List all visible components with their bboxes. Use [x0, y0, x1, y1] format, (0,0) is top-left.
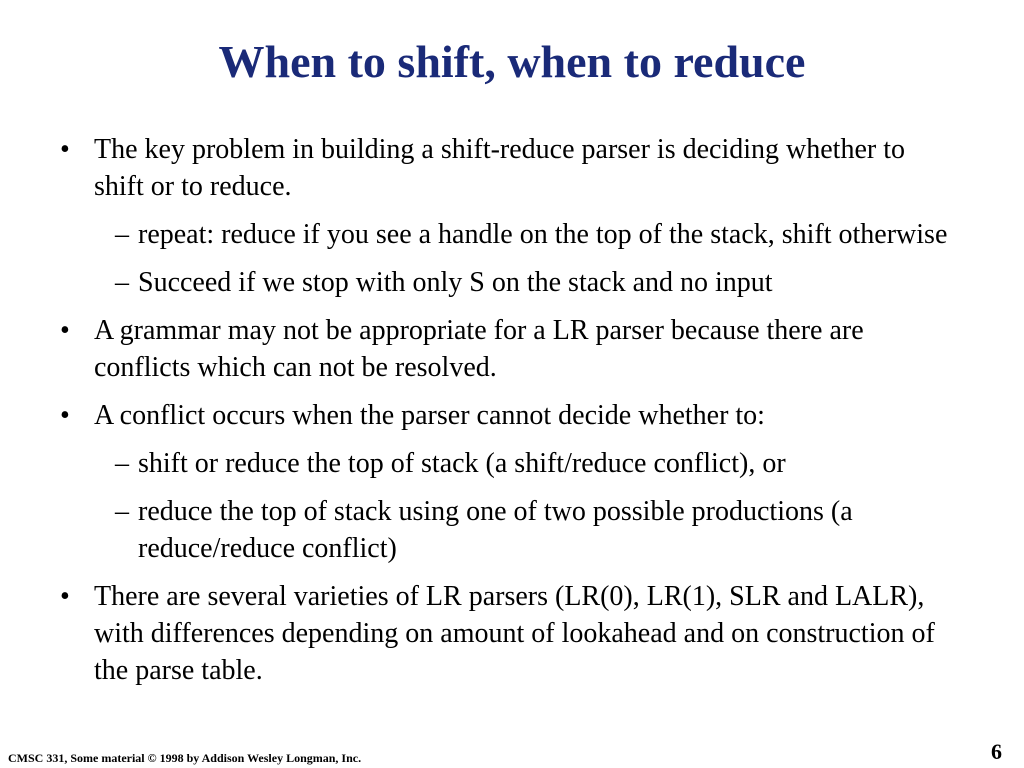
slide-title: When to shift, when to reduce [218, 36, 806, 87]
sub-item [60, 264, 960, 301]
sub-item-text: reduce the top of stack using one of two possible productions (a reduce/reduce conflict) [138, 496, 853, 564]
bullet-text: The key problem in building a shift-reduce parser is deciding whether to shift or to reduce. [94, 134, 905, 202]
bullet-text: A conflict occurs when the parser cannot decide whether to: [94, 400, 765, 431]
sub-item-text: shift or reduce the top of stack (a shift/reduce conflict), or [138, 448, 786, 479]
sub-item [60, 216, 960, 253]
sub-item-text: Succeed if we stop with only S on the stack and no input [138, 267, 773, 298]
bullet-text: There are several varieties of LR parsers (LR(0), LR(1), SLR and LALR), with differences depending on amount of lookahead and on construction of the parse table. [94, 581, 935, 686]
sub-item-text: repeat: reduce if you see a handle on the top of the stack, shift otherwise [138, 219, 948, 250]
dash-marker: – [115, 448, 129, 479]
slide-content [60, 131, 960, 700]
bullet-marker: • [60, 134, 70, 165]
dash-marker: – [115, 219, 129, 250]
bullet-item [60, 131, 960, 205]
bullet-text: A grammar may not be appropriate for a LR parser because there are conflicts which can not be resolved. [94, 315, 864, 383]
sub-item [60, 445, 960, 482]
page-number: 6 [991, 739, 1002, 764]
bullet-item [60, 397, 960, 434]
dash-marker: – [115, 496, 129, 527]
bullet-item [60, 578, 960, 689]
dash-marker: – [115, 267, 129, 298]
bullet-marker: • [60, 400, 70, 431]
bullet-item [60, 312, 960, 386]
sub-item [60, 493, 960, 567]
slide-footer: CMSC 331, Some material © 1998 by Addison Wesley Longman, Inc. [8, 751, 362, 765]
bullet-marker: • [60, 315, 70, 346]
bullet-marker: • [60, 581, 70, 612]
